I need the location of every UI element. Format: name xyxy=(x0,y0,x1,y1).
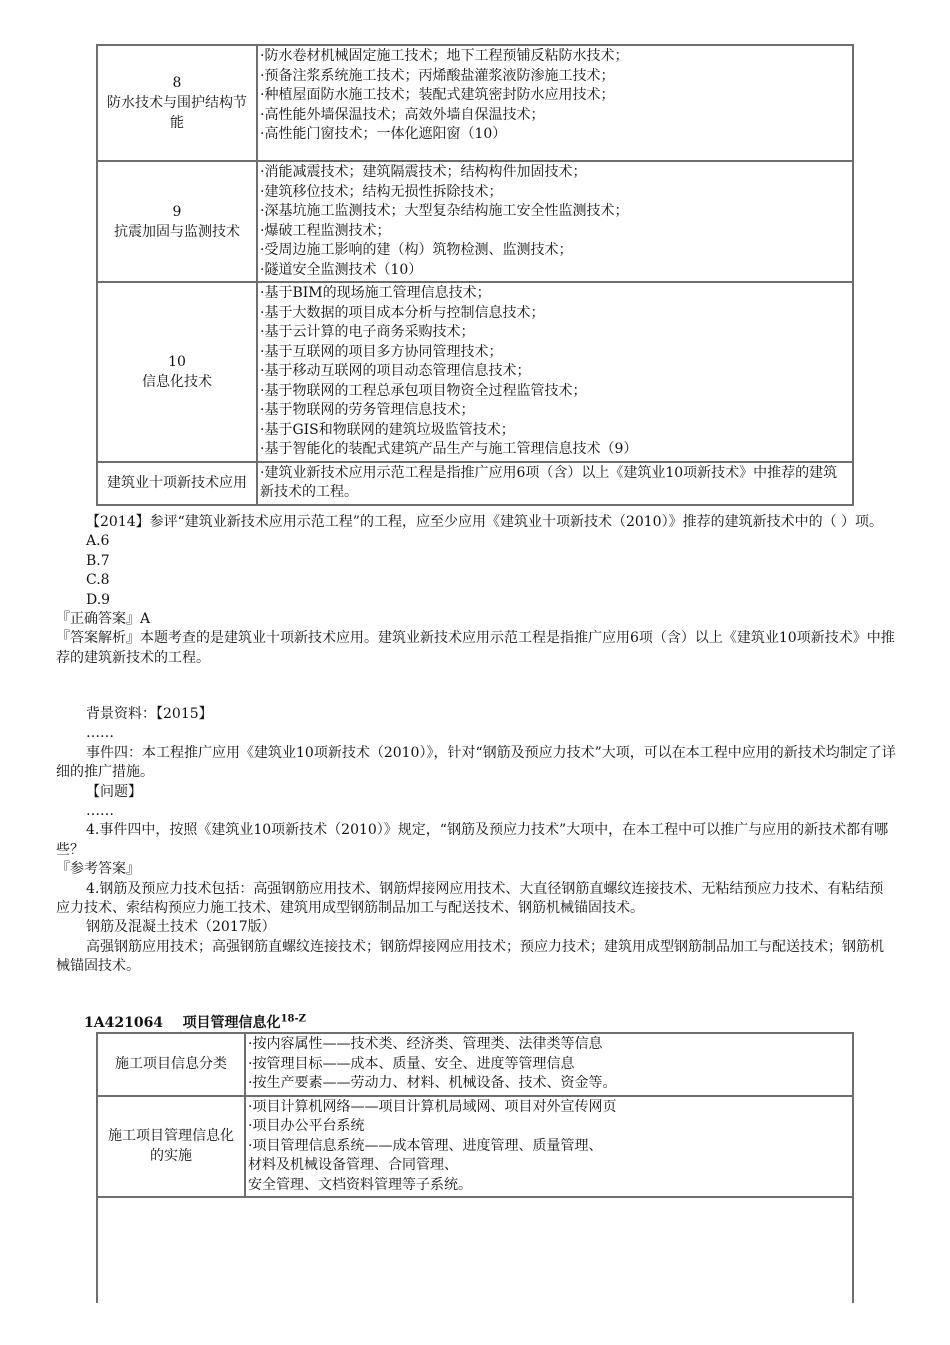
table-row xyxy=(97,161,853,282)
content-line: ·按管理目标——成本、质量、安全、进度等管理信息 xyxy=(248,1055,575,1072)
case-2015 xyxy=(56,705,896,977)
table-row xyxy=(97,282,853,462)
option-a: A.6 xyxy=(86,533,110,550)
content-cell xyxy=(245,1033,853,1096)
section-heading xyxy=(84,1012,306,1032)
empty-table-area xyxy=(96,1193,854,1303)
category-cell xyxy=(97,282,257,462)
tech-line: ·基于物联网的劳务管理信息技术； xyxy=(260,402,475,418)
question-label: 【问题】 xyxy=(86,783,142,800)
section-code: 1A421064 xyxy=(84,1015,164,1031)
ellipsis: …… xyxy=(86,803,114,820)
tech-line: ·预备注浆系统施工技术；丙烯酸盐灌浆液防渗施工技术； xyxy=(260,67,615,84)
correct-answer: 『正确答案』A xyxy=(56,611,151,628)
option-d: D.9 xyxy=(86,591,111,608)
content-line: 材料及机械设备管理、合同管理、 xyxy=(248,1157,458,1173)
category-cell xyxy=(97,462,257,505)
category-number: 9 xyxy=(172,203,182,220)
category-cell xyxy=(97,1096,245,1198)
table-row xyxy=(97,462,853,505)
question-2014 xyxy=(56,513,896,668)
version-2017-title: 钢筋及混凝土技术（2017版） xyxy=(86,919,276,936)
tech-line: ·基于移动互联网的项目动态管理信息技术； xyxy=(260,363,531,379)
tech-line: ·高性能外墙保温技术；高效外墙自保温技术； xyxy=(260,106,545,123)
category-name: 施工项目管理信息化的实施 xyxy=(108,1128,234,1165)
tech-line: ·深基坑施工监测技术；大型复杂结构施工安全性监测技术； xyxy=(260,203,629,219)
background-label: 背景资料：【2015】 xyxy=(86,706,213,722)
answer-analysis: 『答案解析』本题考查的是建筑业十项新技术应用。建筑业新技术应用示范工程是指推广应用6项（含）以上《建筑业10项新技术》中推荐的建筑新技术的工程。 xyxy=(56,630,895,666)
tech-line: ·基于大数据的项目成本分析与控制信息技术； xyxy=(260,304,545,321)
content-cell xyxy=(245,1096,853,1198)
category-cell xyxy=(97,161,257,282)
tech-line: ·基于智能化的装配式建筑产品生产与施工管理信息技术（9） xyxy=(260,441,638,457)
content-line: ·项目计算机网络——项目计算机局域网、项目对外宣传网页 xyxy=(248,1098,617,1115)
category-cell xyxy=(97,1033,245,1096)
tech-line: ·基于互联网的项目多方协同管理技术； xyxy=(260,343,503,360)
ellipsis: …… xyxy=(86,725,114,742)
table-row xyxy=(97,1096,853,1198)
category-cell xyxy=(97,45,257,161)
tech-line: ·消能减震技术；建筑隔震技术；结构构件加固技术； xyxy=(260,164,587,180)
content-line: ·按生产要素——劳动力、材料、机械设备、技术、资金等。 xyxy=(248,1075,617,1091)
tech-list-cell xyxy=(257,282,853,462)
info-management-table xyxy=(96,1032,854,1198)
option-b: B.7 xyxy=(86,552,110,569)
content-line: ·项目管理信息系统——成本管理、进度管理、质量管理、 xyxy=(248,1137,603,1154)
table-row xyxy=(97,45,853,161)
version-2017-text: 高强钢筋应用技术；高强钢筋直螺纹连接技术；钢筋焊接网应用技术；预应力技术；建筑用成型钢筋制品加工与配送技术；钢筋机械锚固技术。 xyxy=(56,938,884,975)
category-number: 8 xyxy=(172,75,182,91)
section-sup: 18-Z xyxy=(280,1013,306,1025)
category-name: 防水技术与围护结构节能 xyxy=(107,95,247,131)
tech-line: ·防水卷材机械固定施工技术；地下工程预铺反粘防水技术； xyxy=(260,48,629,64)
tech-line: ·种植屋面防水施工技术；装配式建筑密封防水应用技术； xyxy=(260,87,615,103)
category-number: 10 xyxy=(168,353,186,370)
category-name: 建筑业十项新技术应用 xyxy=(107,475,247,491)
table-row xyxy=(97,1033,853,1096)
tech-line: ·爆破工程监测技术； xyxy=(260,222,391,239)
tech-line: ·受周边施工影响的建（构）筑物检测、监测技术； xyxy=(260,242,573,258)
tech-list-cell xyxy=(257,161,853,282)
event-four: 事件四：本工程推广应用《建筑业10项新技术（2010）》，针对“钢筋及预应力技术”大项，可以在本工程中应用的新技术均制定了详细的推广措施。 xyxy=(56,744,896,781)
tech-line: ·基于GIS和物联网的建筑垃圾监管技术； xyxy=(260,421,515,438)
content-line: 安全管理、文档资料管理等子系统。 xyxy=(248,1176,472,1193)
tech-list-cell xyxy=(257,45,853,161)
tech-line: ·基于物联网的工程总承包项目物资全过程监管技术； xyxy=(260,382,587,399)
content-line: ·按内容属性——技术类、经济类、管理类、法律类等信息 xyxy=(248,1036,603,1052)
category-name: 信息化技术 xyxy=(142,373,212,390)
content-line: ·项目办公平台系统 xyxy=(248,1118,365,1134)
definition-cell xyxy=(257,462,853,505)
category-name: 施工项目信息分类 xyxy=(115,1056,227,1073)
question-stem: 【2014】参评“建筑业新技术应用示范工程”的工程，应至少应用《建筑业十项新技术（2010）》推荐的建筑新技术中的（ ）项。 xyxy=(86,514,884,530)
section-title: 项目管理信息化 xyxy=(182,1015,281,1031)
reference-answer: 4.钢筋及预应力技术包括：高强钢筋应用技术、钢筋焊接网应用技术、大直径钢筋直螺纹连接技术、无粘结预应力技术、有粘结预应力技术、索结构预应力施工技术、建筑用成型钢筋制品加工与配送技术、钢筋机械锚固技术。 xyxy=(56,880,884,917)
category-name: 抗震加固与监测技术 xyxy=(114,223,240,240)
definition-text: ·建筑业新技术应用示范工程是指推广应用6项（含）以上《建筑业10项新技术》中推荐的建筑新技术的工程。 xyxy=(260,464,838,500)
new-tech-table xyxy=(96,44,854,506)
tech-line: ·基于BIM的现场施工管理信息技术； xyxy=(260,285,491,301)
tech-line: ·隧道安全监测技术（10） xyxy=(260,261,423,278)
tech-line: ·基于云计算的电子商务采购技术； xyxy=(260,324,475,340)
tech-line: ·高性能门窗技术；一体化遮阳窗（10） xyxy=(260,126,507,142)
question-four: 4.事件四中，按照《建筑业10项新技术（2010）》规定，“钢筋及预应力技术”大项中，在本工程中可以推广与应用的新技术都有哪些？ xyxy=(56,822,889,858)
option-c: C.8 xyxy=(86,572,110,589)
tech-line: ·建筑移位技术；结构无损性拆除技术； xyxy=(260,183,503,200)
reference-label: 『参考答案』 xyxy=(56,861,140,878)
